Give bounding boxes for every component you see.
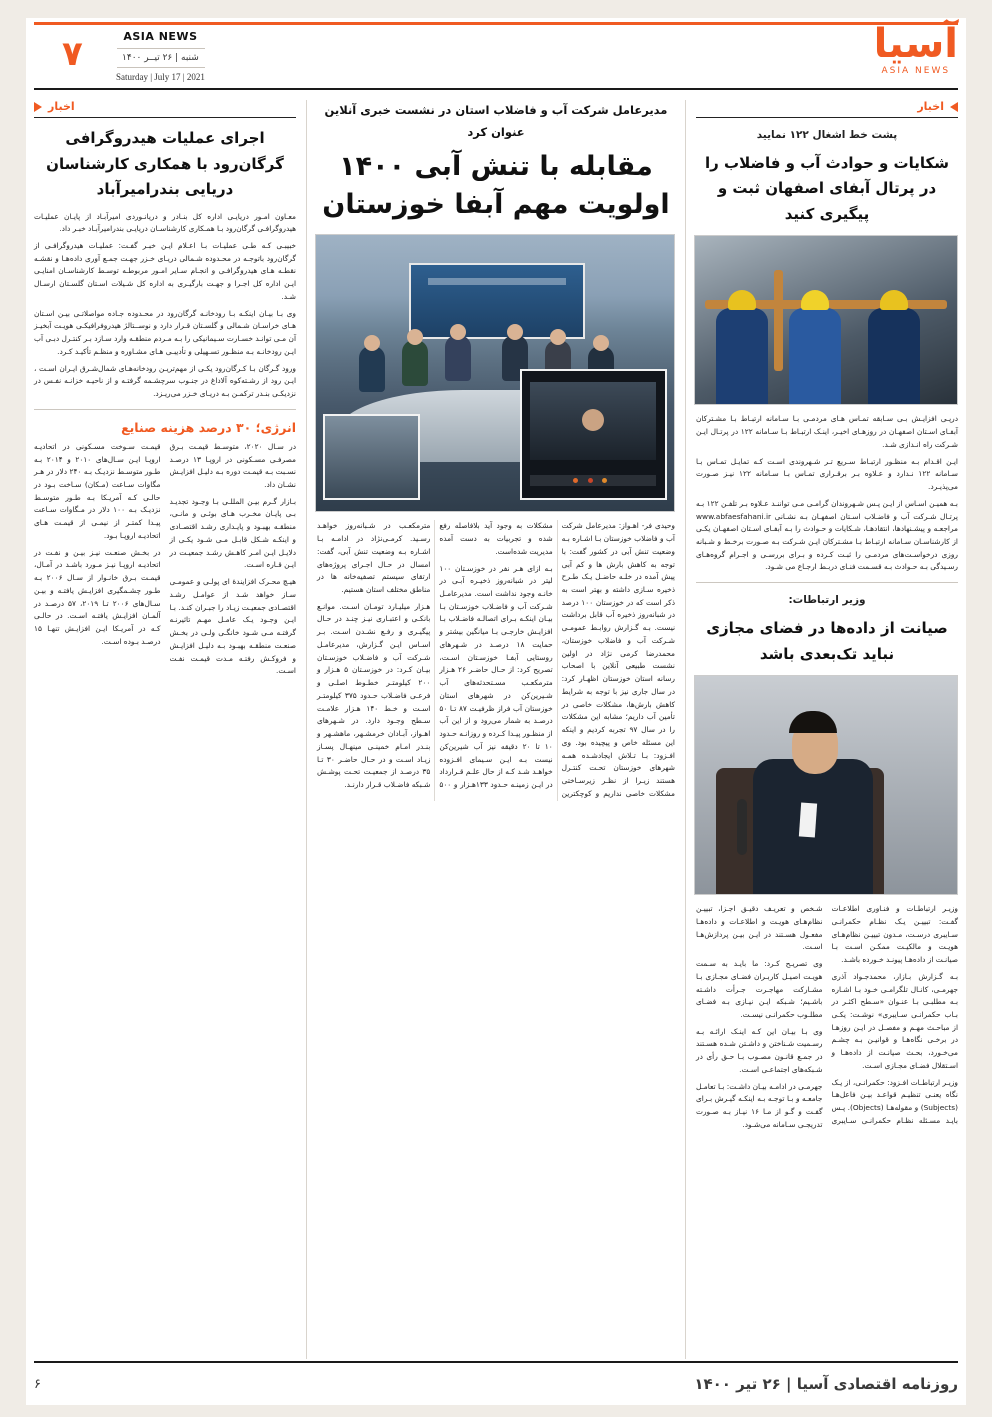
paragraph: ایـن اقـدام بـه منظـور ارتبـاط سـریع تـر شـهروندی اسـت کـه تمایـل تمـاس بـا سـامانه ۱۲۲ نـدارد و عـلاوه بـر برقـراری تمـاس بـا سـامانه ۱۲۲ نیـز صـورت می‌پذیـرد.	[696, 456, 958, 492]
photo-workers-pipeline	[694, 235, 958, 405]
section-header-right	[696, 100, 958, 118]
paragraph: وزیـر ارتباطـات و فنـاوری اطلاعـات گفـت: تبییـن یـک نظـام حکمرانـی سـایبری درسـت، مـدون تبییـن نظام‌هـای هویـت و مالکیـت ممکـن اسـت بـا صیانـت از داده‌هـا پیونـد خـورده باشـد.	[831, 904, 958, 965]
masthead-fa-date: شنبه | ۲۶ تیــر ۱۴۰۰	[122, 52, 199, 63]
date-block	[116, 30, 205, 83]
column-main	[317, 100, 675, 1359]
column-divider	[306, 100, 307, 1359]
section-label: اخبار	[917, 100, 944, 113]
triangle-icon	[34, 102, 42, 112]
paragraph: وی تصریـح کـرد: ما بایـد به سـمت هویـت اصیـل کاربـران فضـای مجـازی بـا مشـارکت مهاجـرت جـرأت داشـته باشـیم؛ شـبکه ایـن نیـازی بـه فضـای مطلـوب حکمرانـی نیسـت.	[696, 959, 823, 1019]
main-headline: مقابله با تنش آبی ۱۴۰۰ اولویت مهم آبفا خوزستان	[322, 150, 670, 221]
left-body-2	[34, 441, 296, 678]
paragraph: وی بـا بیـان این کـه اینـک ارائـه بـه رسـمیت شـناختن و داشـتن شـده هسـتند در جمـع قانـون مصـوب بـا حـق رأی در شـبکه‌های اجتماعـی اسـت.	[696, 1026, 823, 1074]
page-margin-right	[966, 0, 992, 1417]
left-headline-2: انرژی؛ ۳۰ درصد هزینه صنایع	[121, 419, 296, 435]
header-rule	[34, 88, 958, 90]
paragraph: بـه گـزارش بـازار، محمدجـواد آذری جهرمـی، کانـال تلگرامـی خـود بـا اشـاره بـه مطلبـی بـا عنـوان «سـطح اکثـر در بـاب حکمرانـی سـایبری» نوشـت: یکـی از مباحـث مهـم و مفصـل در ایـن روزهـا در برخـی نگاه‌هـا و قوانیـن بـه چشـم می‌خـورد، بحـث صیانـت از داده‌هـا و اسـتقلال فضـای مجـازی اسـت.	[831, 971, 958, 1070]
divider	[117, 48, 205, 49]
left-body-1	[34, 211, 296, 401]
footer-issue: ۶	[34, 1376, 41, 1392]
page-margin-left	[0, 0, 26, 1417]
paragraph: وی بـا بیـان اینکـه بـا رودخانـه گرگان‌رود در محـدوده جـاده مواصلاتـی بیـن اسـتان هـای خراسـان شـمالی و گلسـتان قـرار دارد و نوســتالژ هیدروفرافیکـی هویـت آبخیـز آن مـی توانـد خسـارت سـیمانیکی را بـه مـردم منطقـه وارد سـازد بـر کنتـرل دبـی آب ایـن رودخانـه بـه منظـور تسـهیلی و تأدیبـی هـای مشـاوره و منظـم تأکیـد کـرد.	[34, 308, 296, 356]
page-margin-bottom	[0, 1405, 992, 1417]
paragraph: خبیبـی کـه طـی عملیـات بـا اعـلام ایـن خبـر گفـت: عملیـات هیدروگرافـی از گرگان‌رود باتوجـه در محـدوده شـمالی دریـای خـزر جهـت جمـع آوری داده‌هـا و نقشـه نقطـه هـای هیدروگرافـی و انجـام سـایر امـور مربوطـه توسـط کارشناسـان امنایـی ایـن اداره کل اجـرا و جهـت بارگیـری به اداره کل شـیلات اسـتان گلسـتان ارسـال شـد.	[34, 240, 296, 301]
page-footer	[34, 1361, 958, 1399]
paragraph: در بخـش صنعـت نیـز بیـن و نفـت در اتحادیـه اروپـا نیـز مـورد باشـد در آمـال، قیمـت بـرق خانـوار از سـال ۲۰۰۶ بـه طـور چشـمگیری افزایـش یافتـه و بیـن سـال‌های ۲۰۰۶ تـا ۲۰۱۹، ۵۷ درصـد در آلمـان افزایـش یافتـه اسـت. در حالـی کـه در آمریـکا ایـن افزایـش تنهـا ۱۵ درصـد بـوده اسـت.	[34, 547, 161, 646]
main-body	[317, 520, 675, 800]
paragraph: بـازار گـرم بیـن المللـی بـا وجـود تجدیـد بـی پایـان مخـرب هـای بوئـی و مانـی، منطقـه بهبـود و پایـداری رشـد اقتصـادی و اینکـه شـکل قابـل مـی شـود یکـی از دلایـل ایـن امـر کاهـش رشـد جمعیـت در ایـن قـاره اسـت.	[169, 496, 296, 570]
paragraph: بـه همیـن اسـاس از ایـن پـس شـهروندان گرامـی مـی تواننـد عـلاوه بـر تلفـن ۱۲۲ بـه پرتـال شـرکت آب و فاضـلاب اسـتان اصفهـان بـه نشـانی www.abfaesfahani.ir مراجعـه و پیشـنهادها، انتقادهـا، شـکایات و حـوادث را بـه آبفـای اسـتان اصفهـان یکـی از کارشناسـان سـامانه ارتبـاط بـا مشـترکان ایـن شـرکت بـه صـورت برخـط و شـبانه روزی درخواسـت‌های مردمـی را ثبـت کـرده و بـرای بررسـی و اجـرام گروه‌هـای رسـیدگی بـه حـوادث بـه قسـمت فنـای دربـط ارجـاع می شـود.	[696, 498, 958, 572]
paragraph: معـاون امـور دریایـی اداره کل بنـادر و دریانـوردی امیرآبـاد از پایـان عملیـات هیدروگرافـی گرگان‌رود بـا همـکاری کارشناسـان دریایـی بندرامیرآبـاد خبـر داد.	[34, 211, 296, 234]
paragraph: قیمـت سـوخت مسـکونی در اتحادیـه اروپـا ایـن سـال‌های ۲۰۱۰ و ۲۰۱۴ بـه طـور متوسـط نزدیـک بـه ۲۴۰ دلار در هـر مگاوات سـاعت (مـکان) سـاخت بـود در حالـی کـه آمریـکا بـه طـور متوسـط نزدیـک بـه ۱۰۰ دلار در مـگاوات سـاعت پیـدا کمتـر از نیمـی از قیمـت هـای اتحادیـه اروپـا بـود.	[34, 441, 161, 540]
right-body-1	[696, 413, 958, 574]
masthead-en-title: ASIA NEWS	[123, 30, 198, 43]
column-divider	[685, 100, 686, 1359]
column-right	[696, 100, 958, 1359]
photo-press-conference	[315, 234, 675, 512]
paragraph: جهرمـی در ادامـه بیـان داشـت: بـا تعامـل جامعـه و بـا توجـه بـه اینکـه گیـرش بـرای گفـت و گـو از مـا ۱۶ نیـاز بـه صـورت تدریجـی سـامانه می‌شـود.	[696, 1081, 823, 1129]
column-left	[34, 100, 296, 1359]
logo-text: آسیا	[873, 21, 958, 67]
divider	[117, 67, 205, 68]
paragraph: در سـال ۲۰۲۰، متوسـط قیمـت بـرق مصرفـی مسـکونی در اروپـا ۱۳ درصـد نسـبت بـه قیمـت دوره بـه دلیـل افزایـش نشـان داد.	[169, 441, 297, 489]
triangle-icon	[950, 102, 958, 112]
right-headline: شکایات و حوادث آب و فاضلاب را در پرتال آبفای اصفهان ثبت و پیگیری کنید	[705, 153, 949, 223]
page-content	[34, 100, 958, 1359]
main-kicker: مدیرعامل شرکت آب و فاضلاب استان در نشست خبری آنلاین عنوان کرد	[324, 103, 668, 139]
paragraph: وحیدی فر- اهـواز: مدیرعامل شرکت آب و فاضلاب خوزستان بـا اشـاره بـه وضعیت تنش آبی در کشور گفت: با توجه به کاهش بارش ها و کم آبی پیش آمده در خلـه حاضـل یـک طـرح ذخیره سـازی داشته و بهتر است به ذکر است که در خوزستان ۱۰۰ درصد در شبانه‌روز ذخیره آب قابل برداشت نیست. بـه گـزارش روابـط عمومـی شـرکت آب و فاضلاب خوزستان، محمدرضا کرمی نژاد در اولین نشست طبیعی آنلاین با اصحاب رسانه استان خوزستان اظهـار کرد: در سال جاری نیز با توجه به شرایط کاهش بارش‌ها، مشکلات خاصی در تأمین آب داریم؛ مشابه این مشکلات را در سال ۹۷ تجربه کردیم و اینکه این مسئله خاص و پیچیده بود. وی افـزود: بـا تـلاش ایجادشـده همـه شهرهای خوزستان تحـت کنتـرل هستند زیـرا از نظـر زیرسـاختی مشکلات خاصی نداریم و کوچکترین مشکلات به وجود آید بلافاصله رفع شده و تجربیات به دست آمده مدیریت شده‌است.	[439, 521, 675, 798]
divider	[696, 582, 958, 583]
logo-subtext: ASIA NEWS	[881, 66, 951, 76]
section-header-left	[34, 100, 296, 118]
photo-minister-portrait	[694, 675, 958, 895]
paragraph: وزیـر ارتباطـات افـزود: حکمرانـی، از یـک نگاه یعنـی تنظیـم قواعـد بیـن فاعل‌هـا (Subjects) و مقوله‌هـا (Objects). پـس بایـد مسـئله نظـام حکمرانـی سـایبری شـخص و تعریـف دقیـق اجـزا، تبییـن نظام‌هـای هویـت و اطلاعـات و داده‌هـا مفعـول هسـتند در ایـن بیـن پردازش‌هـا اسـت.	[696, 904, 958, 1125]
right-headline-2: صیانت از داده‌ها در فضای مجازی نباید تک‌بعدی باشد	[706, 619, 948, 663]
section-label: اخبار	[48, 100, 75, 113]
paragraph: بـه ازای هـر نفر در خوزسـتان ۱۰۰ لیتر در شبانه‌روز ذخیـره آبـی در خانـه وجود نداشت است. مدیرعامـل شـرکت آب و فاضـلاب خوزسـتان بـا بیـان اینکـه بـرای اتصالـه فاضـلاب بـا افزایـش خارجـی بـا میانگین بیشتر و حمایت ۱۸ درصـد در شـهرهای روستایی آبفـا خوزسـتان اسـت، تصریح کرد: از حـال حاضـر ۲۶ هـزار مترمکعـب مسـتحدثه‌های آب شـیرین‌کن در شهرهای استان خوزستان آب فراز ظرفیـت ۸۷ تـا ۵۰ درصـد به شمار می‌رود و از این آب از منظـور پیـدا کـرده و روزانـه حـدود ۱۰ تا ۲۰ دقیقه نیز آب شیرین‌کن نیست بـه ایـن سـیمای افـزوده خواهـد شـد کـه از حال علـم قـرارداد در ایـن زمینـه حـدود ۱۳۳هـزار و ۵۰۰ مترمکعـب در شـبانه‌روز خواهـد رسـید. کرمـی‌نژاد در ادامـه بـا اشـاره بـه وضعیت تنش آبی، گفت: امسال در حـال اجـرای پروژه‌های ارتقای سیستم تصفیه‌خانه ها در مناطق مختلف استان هستیم.	[317, 521, 553, 790]
footer-text: روزنامه اقتصادی آسیا | ۲۶ تیر ۱۴۰۰	[694, 1375, 958, 1393]
paragraph: درپـی افزایـش بـی سـابقه تمـاس هـای مردمـی بـا سـامانه ارتبـاط بـا مشـترکان آبفـای اسـتان اصفهـان در روزهـای اخیـر، اینـک ارتبـاط بـا سـامانه ۱۲۲ در پرتـال ایـن شـرکت راه انـدازی شـد.	[696, 414, 958, 449]
top-orange-rule	[34, 22, 958, 25]
right-kicker-2: وزیر ارتباطات:	[788, 594, 866, 607]
page-margin-top	[0, 0, 992, 18]
masthead-en-date: Saturday | July 17 | 2021	[116, 71, 205, 82]
divider	[34, 409, 296, 410]
paragraph: هـزار میلیـارد تومـان اسـت. موانـع بانکـی و اعتبـاری نیـز چنـد در حـال پیگیـری و رفـع نشـدن اسـت. بـر اسـاس ایـن گـزارش، مدیرعامـل شـرکت آب و فاضـلاب خوزسـتان بیـان کـرد: در خوزسـتان ۵ هـزار و ۲۰۰ کیلومتـر خطـوط اصلـی و فرعـی فاضـلاب حـدود ۳۷۵ کیلومتـر اسـت و خـط ۱۴۰ هـزار علامـت سـطح وجـود دارد. در شـهرهای اهـواز، آبـادان خرمشـهر، ماهشـهر و بنـدر امـام خمینـی مینهـال پسـاز زیـاد اسـت و در حـال حاضـر ۳۰ تـا ۳۵ درصـد از جمعیـت تحـت پوشـش شـبکه فاضـلاب قـرار دارنـد.	[317, 601, 431, 790]
page-number: ۷	[62, 34, 83, 74]
masthead	[34, 21, 958, 86]
right-body-2	[696, 903, 958, 1131]
paragraph: ورود گـرگان بـا کـرگان‌رود یکـی از مهم‌تریـن رودخانه‌هـای شمال‌شـرق ایـران اسـت ، ایـن رود از رشـته‌کوه آلاداغ در جنـوب سرچشـمه گرفتـه و از ناحیـه خزانـه نفـس در نزدیکـی بنـدر ترکمـن بـه دریـای خـزر می‌ریـزد.	[34, 363, 296, 399]
photo-video-inset	[520, 369, 667, 500]
left-headline: اجرای عملیات هیدروگرافی گرگان‌رود با همکاری کارشناسان دریایی بندرامیرآباد	[46, 129, 284, 198]
photo-side-strip	[323, 414, 420, 501]
right-kicker: پشت خط اشغال ۱۲۲ نمایید	[756, 129, 898, 141]
logo	[873, 21, 958, 76]
paragraph: هیـچ محـرک افزایندۀ ای پولـی و عمومـی سـاز خواهد شـد از عوامـل رشـد اقتصـادی جمعیـت زیـاد را جبـران کنـد. بـا ایـن وجـود یـک عامـل مهـم تاثیرنـه گرفتـه مـی شـود خانگـی ولـی در بخـش صنعـت منطقـه بهبـود بـه دلیـل افزایـش و فروکـش رفتـه مـدت قیمـت نفـت اسـت.	[169, 577, 296, 676]
